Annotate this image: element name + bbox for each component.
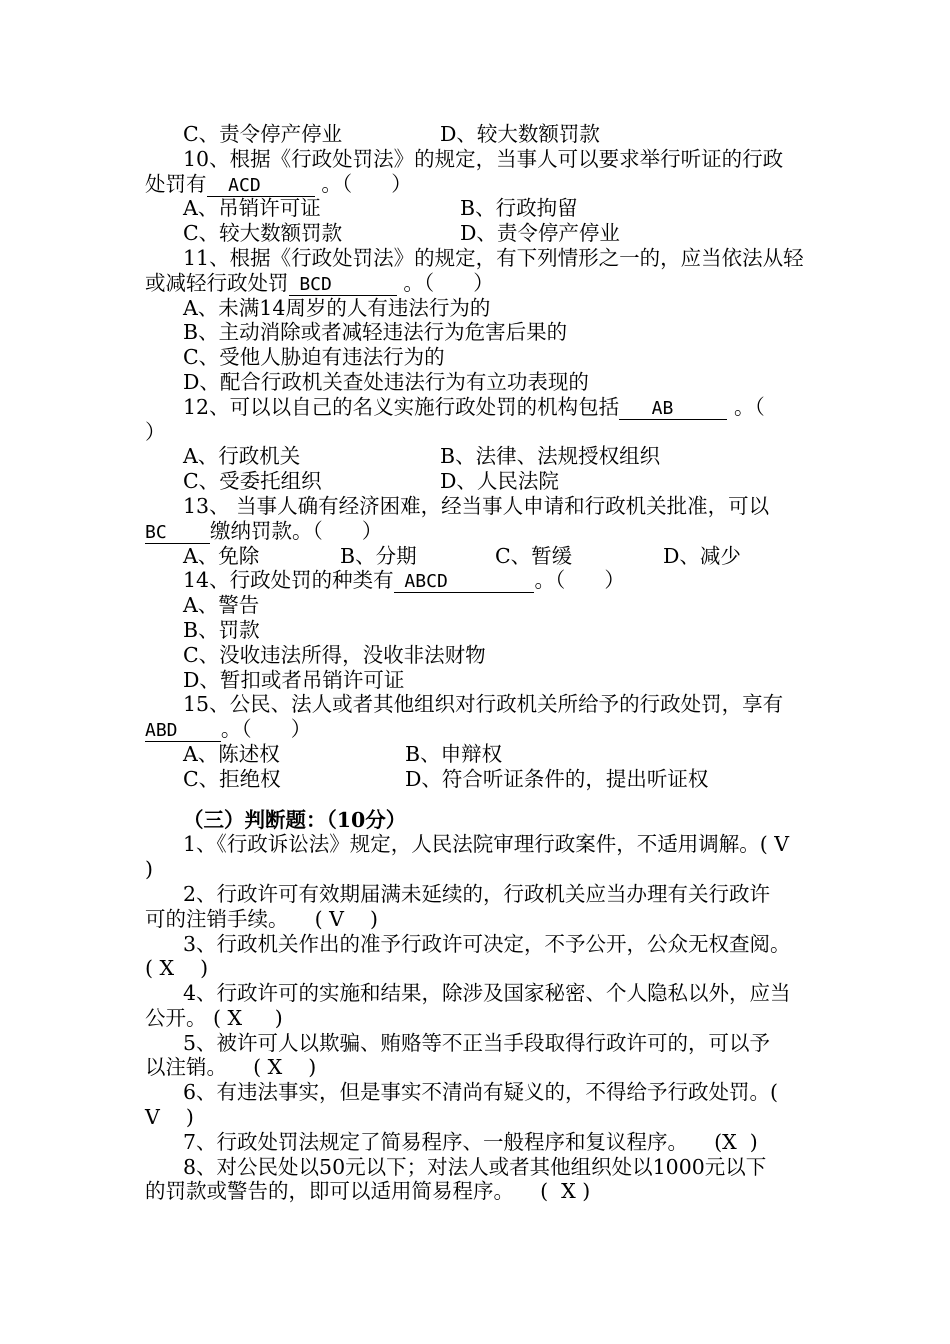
tf-6-line1: 6、有违法事实，但是事实不清尚有疑义的，不得给予行政处罚。( <box>183 1080 779 1105</box>
q12-stem-line1: 12、可以以自己的名义实施行政处罚的机构包括 AB 。（ <box>183 394 765 419</box>
q13-stem-line1: 13、 当事人确有经济困难，经当事人申请和行政机关批准，可以 <box>183 493 770 518</box>
q13-option-b: B、分期 <box>340 543 417 568</box>
q10-stem-line2: 处罚有 ACD 。（ ） <box>145 171 412 196</box>
q12-option-d: D、人民法院 <box>440 469 559 494</box>
q13-option-c: C、暂缓 <box>495 543 573 568</box>
q14-answer-blank: ABCD <box>393 571 535 593</box>
q10-options-ab <box>145 196 810 221</box>
tf-8-line1: 8、对公民处以50元以下；对法人或者其他组织处以1000元以下 <box>183 1154 767 1179</box>
q11-option-c: C、受他人胁迫有违法行为的 <box>183 345 445 370</box>
q10-option-d: D、责令停产停业 <box>460 221 620 246</box>
q15-option-d: D、符合听证条件的，提出听证权 <box>405 766 709 791</box>
q12-option-c: C、受委托组织 <box>183 469 322 494</box>
tf-6-line2: V ) <box>145 1105 194 1130</box>
q14-option-c: C、没收违法所得，没收非法财物 <box>183 642 486 667</box>
q10-stem-line1: 10、根据《行政处罚法》的规定，当事人可以要求举行听证的行政 <box>183 146 784 171</box>
q13-option-a: A、免除 <box>183 543 260 568</box>
q10-option-b: B、行政拘留 <box>460 196 578 221</box>
tf-7-line1: 7、行政处罚法规定了简易程序、一般程序和复议程序。 (X ) <box>183 1129 758 1154</box>
q14-option-d: D、暂扣或者吊销许可证 <box>183 667 405 692</box>
q13-options <box>145 544 810 569</box>
section-3-heading: （三）判断题：（10分） <box>183 807 407 832</box>
q15-option-b: B、申辩权 <box>405 741 503 766</box>
q14-option-a: A、警告 <box>183 593 260 618</box>
tf-8-line2: 的罚款或警告的，即可以适用简易程序。 ( X ) <box>145 1179 591 1204</box>
q13-answer-blank: BC <box>145 521 211 543</box>
q11-answer-blank: BCD <box>288 273 397 295</box>
q10-options-cd <box>145 221 810 246</box>
tf-1-line1: 1、《行政诉讼法》规定，人民法院审理行政案件，不适用调解。( V <box>183 832 790 857</box>
q12-answer-blank: AB <box>619 397 728 419</box>
q12-options-cd <box>145 469 810 494</box>
q9-option-d: D、较大数额罚款 <box>440 122 600 146</box>
q15-stem-line2: ABD 。（ ） <box>145 717 312 742</box>
q14-stem-line1: 14、行政处罚的种类有 ABCD 。（ ） <box>183 568 625 593</box>
q12-option-b: B、法律、法规授权组织 <box>440 444 661 469</box>
q11-option-b: B、主动消除或者减轻违法行为危害后果的 <box>183 320 568 345</box>
q15-stem-line1: 15、公民、法人或者其他组织对行政机关所给予的行政处罚，享有 <box>183 692 784 717</box>
tf-2-line2: 可的注销手续。 ( V ) <box>145 906 378 931</box>
q11-stem-line2: 或减轻行政处罚 BCD 。（ ） <box>145 270 494 295</box>
q9-option-c: C、责令停产停业 <box>183 122 343 146</box>
q10-option-c: C、较大数额罚款 <box>183 221 343 246</box>
tf-3-line1: 3、行政机关作出的准予行政许可决定，不予公开，公众无权查阅。 <box>183 931 791 956</box>
q11-option-a: A、未满14周岁的人有违法行为的 <box>183 295 491 320</box>
q11-stem-line1: 11、根据《行政处罚法》的规定，有下列情形之一的，应当依法从轻 <box>183 245 804 270</box>
q15-answer-blank: ABD <box>145 720 221 742</box>
q13-option-d: D、减少 <box>663 543 741 568</box>
q15-options-cd <box>145 767 810 792</box>
tf-5-line2: 以注销。 ( X ) <box>145 1055 317 1080</box>
q12-option-a: A、行政机关 <box>183 444 301 469</box>
q10-option-a: A、吊销许可证 <box>183 196 321 221</box>
q15-options-ab <box>145 742 810 767</box>
q11-option-d: D、配合行政机关查处违法行为有立功表现的 <box>183 369 589 394</box>
tf-5-line1: 5、被许可人以欺骗、贿赂等不正当手段取得行政许可的，可以予 <box>183 1030 771 1055</box>
q9-options-cd <box>145 122 810 147</box>
q12-stem-line2: ） <box>145 419 166 444</box>
q15-option-c: C、拒绝权 <box>183 766 281 791</box>
tf-4-line2: 公开。 ( X ) <box>145 1005 283 1030</box>
tf-2-line1: 2、行政许可有效期届满未延续的，行政机关应当办理有关行政许 <box>183 881 771 906</box>
q12-options-ab <box>145 444 810 469</box>
q15-option-a: A、陈述权 <box>183 741 280 766</box>
q14-option-b: B、罚款 <box>183 617 260 642</box>
q10-answer-blank: ACD <box>206 174 315 196</box>
tf-4-line1: 4、行政许可的实施和结果，除涉及国家秘密、个人隐私以外，应当 <box>183 981 791 1006</box>
q13-stem-line2: BC 缴纳罚款。（ ） <box>145 518 383 543</box>
document-page <box>145 122 810 1204</box>
tf-1-line2: ) <box>145 857 153 882</box>
tf-3-line2: ( X ) <box>145 956 209 981</box>
